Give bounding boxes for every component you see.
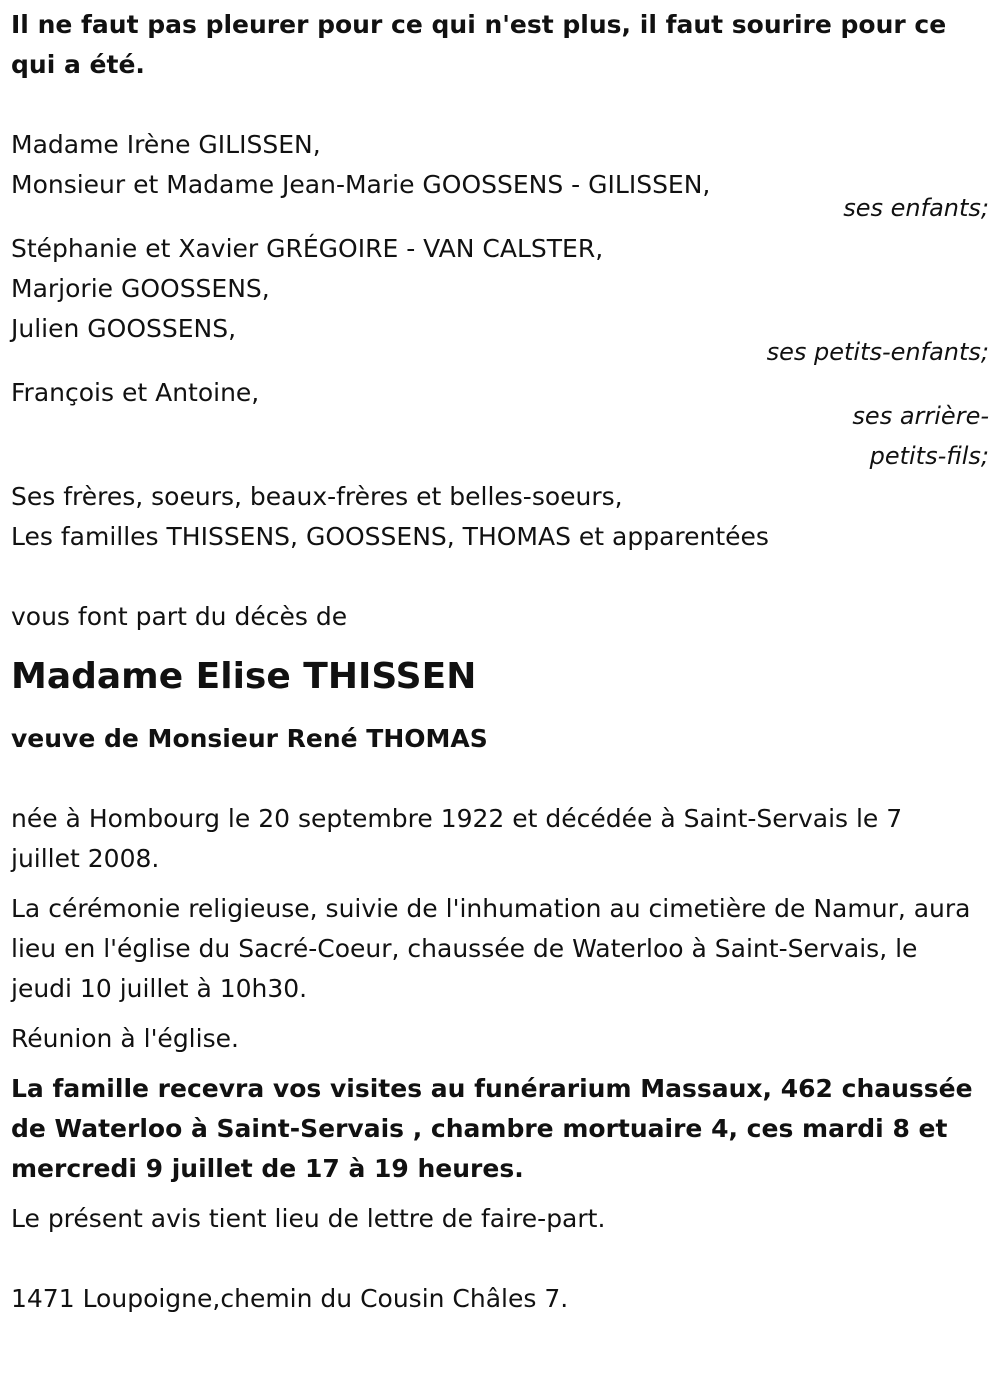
spacer bbox=[11, 85, 991, 125]
notice-info: Le présent avis tient lieu de lettre de faire-part. bbox=[11, 1204, 606, 1233]
visits-info: La famille recevra vos visites au funérarium Massaux, 462 chaussée de Waterloo à Saint-Servais , chambre mortuaire 4, ces mardi 8 et mercredi 9 juillet de 17 à 19 heures. bbox=[11, 1074, 973, 1183]
family-line: Les familles THISSENS, GOOSSENS, THOMAS et apparentées bbox=[11, 522, 769, 551]
great-grandchild-name: François et Antoine, bbox=[11, 378, 260, 407]
relation-children: ses enfants; bbox=[843, 194, 989, 222]
spacer bbox=[11, 557, 991, 597]
ceremony-info: La cérémonie religieuse, suivie de l'inhumation au cimetière de Namur, aura lieu en l'église du Sacré-Coeur, chaussée de Waterloo à Saint-Servais, le jeudi 10 juillet à 10h30. bbox=[11, 894, 971, 1003]
child-name: Monsieur et Madame Jean-Marie GOOSSENS - GILISSEN, bbox=[11, 170, 711, 199]
relation-grandchildren: ses petits-enfants; bbox=[766, 338, 989, 366]
grandchild-name: Marjorie GOOSSENS, bbox=[11, 274, 270, 303]
announcement: vous font part du décès de bbox=[11, 602, 348, 631]
family-line: Ses frères, soeurs, beaux-frères et belles-soeurs, bbox=[11, 482, 623, 511]
widow-of: veuve de Monsieur René THOMAS bbox=[11, 724, 488, 753]
spacer bbox=[11, 1239, 991, 1279]
meeting-info: Réunion à l'église. bbox=[11, 1024, 239, 1053]
grandchild-name: Stéphanie et Xavier GRÉGOIRE - VAN CALSTER, bbox=[11, 234, 604, 263]
birth-death-info: née à Hombourg le 20 septembre 1922 et décédée à Saint-Servais le 7 juillet 2008. bbox=[11, 804, 903, 873]
address: 1471 Loupoigne,chemin du Cousin Châles 7. bbox=[11, 1284, 569, 1313]
relation-great-grandchildren-1: ses arrière- bbox=[852, 402, 989, 430]
child-name: Madame Irène GILISSEN, bbox=[11, 130, 321, 159]
relation-great-grandchildren-2: petits-fils; bbox=[869, 442, 989, 470]
obituary-notice bbox=[11, 5, 991, 1319]
spacer bbox=[11, 759, 991, 799]
deceased-name: Madame Elise THISSEN bbox=[11, 656, 477, 697]
grandchild-name: Julien GOOSSENS, bbox=[11, 314, 237, 343]
opening-quote: Il ne faut pas pleurer pour ce qui n'est plus, il faut sourire pour ce qui a été. bbox=[11, 10, 947, 79]
